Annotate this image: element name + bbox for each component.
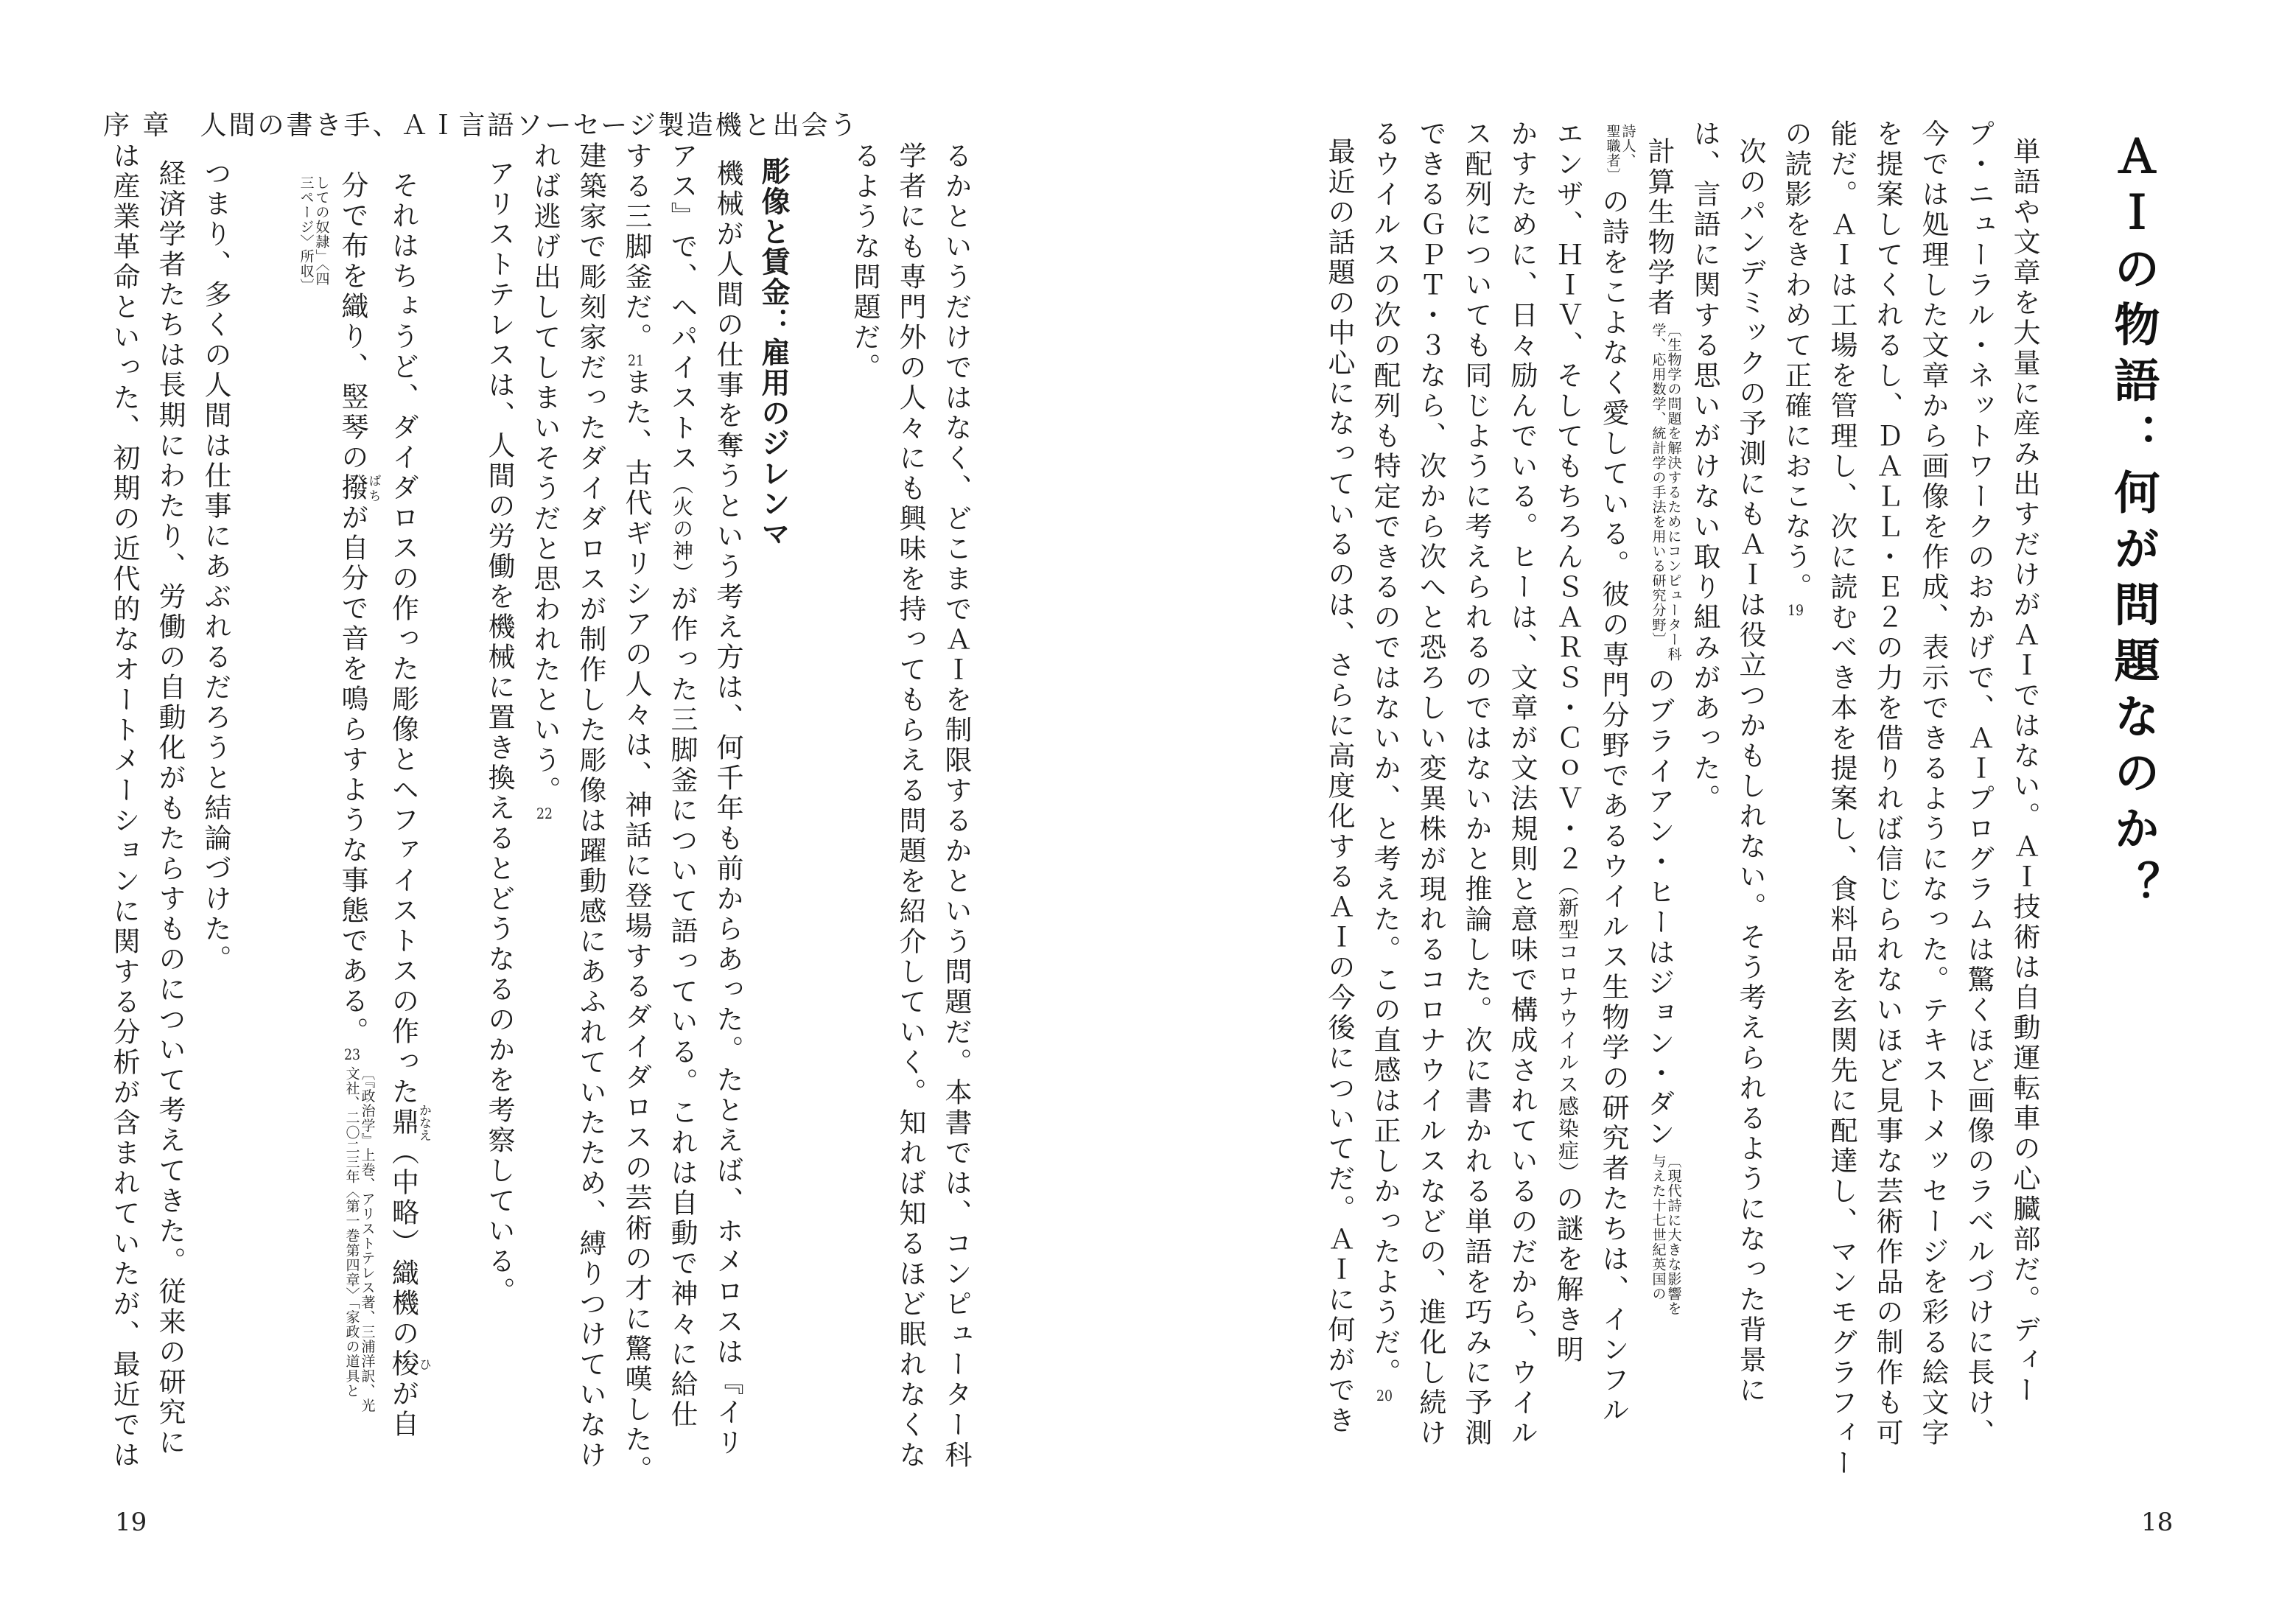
page-number-left: 19 (115, 1508, 147, 1537)
text-column: ス配列についても同じように考えられるのではないかと推論した。次に書かれる単語を巧みに予測 (1460, 119, 1492, 1449)
text-column: 能だ。ＡＩは工場を管理し、次に読むべき本を提案し、食料品を玄関先に配達し、マンモグラフィー (1826, 119, 1857, 1479)
right-page-text-body (1316, 119, 2047, 1519)
text-column: 次のパンデミックの予測にもＡＩは役立つかもしれない。そう考えられるようになった背景に (1734, 137, 1766, 1406)
text-column: できるＧＰＴ・３なら、次から次へと恐ろしい変異株が現れるコロナウイルスなどの、進化し続け (1415, 119, 1446, 1449)
text-column: 今では処理した文章から画像を作成、表示できるようになった。テキストメッセージを彩る絵文字 (1917, 119, 1949, 1449)
warichu-line: 三ページ〉所収〕 (298, 175, 315, 293)
text-column: する三脚釜だ。21また、古代ギリシアの人々は、神話に登場するダイダロスの芸術の才に驚嘆した。 (620, 141, 652, 1485)
text-column: を提案してくれるし、ＤＡＬＬ・Ｅ２の力を借りれば信じられないほど見事な芸術作品の制作も可 (1871, 119, 1903, 1449)
inline-gloss: （火の神） (670, 474, 694, 584)
text-column (284, 141, 329, 1556)
text-column: アス』で、ヘパイストス（火の神）が作った三脚釜について語っている。これは自動で神々に給仕 (666, 141, 698, 1430)
text-column: 分で布を織り、竪琴の撥ばちが自分で音を鳴らすような事態である。23 〔『政治学』上巻、アリストテレス著、三浦洋訳、光 文社、二〇二三年〈第一巻第四章〉「家政の道具と (337, 171, 381, 1413)
text-column: れば逃げ出してしまいそうだと思われたという。22 (529, 141, 561, 821)
text-column: 学者にも専門外の人々にも興味を持ってもらえる問題を紹介していく。知れば知るほど眠れなくな (894, 141, 926, 1471)
text-column: るような問題だ。 (849, 141, 880, 383)
column-gap (430, 141, 476, 1527)
warichu-line: 〔『政治学』上巻、アリストテレス著、三浦洋訳、光 (359, 1066, 376, 1413)
text-column: それはちょうど、ダイダロスの作った彫像とヘファイストスの作った鼎かなえ（中略）織機の梭ひが自 (387, 171, 431, 1440)
text-column: アリストテレスは、人間の労働を機械に置き換えるとどうなるのかを考察している。 (483, 159, 515, 1307)
ruby-term: 鼎かなえ (387, 1104, 431, 1141)
footnote-ref: 21 (628, 353, 644, 368)
warichu-line: 詩人、 (1620, 124, 1636, 168)
ruby-term: 梭ひ (387, 1349, 431, 1379)
text-column: つまり、多くの人間は仕事にあぶれるだろうと結論づけた。 (200, 159, 231, 975)
left-page-text-body (101, 141, 978, 1527)
warichu-note (344, 1066, 375, 1413)
inline-gloss: （新型コロナウイルス感染症） (1555, 875, 1580, 1184)
running-header: 序 章 人間の書き手、ＡＩ言語ソーセージ製造機と出会う (103, 111, 859, 141)
section-heading: 彫像と賃金：雇用のジレンマ (757, 156, 790, 549)
text-column: は、言語に関する思いがけない取り組みがあった。 (1689, 119, 1720, 814)
text-column: 単語や文章を大量に産み出すだけがＡＩではない。ＡＩ技術は自動運転車の心臓部だ。ディー (2009, 137, 2040, 1406)
text-column: プ・ニューラル・ネットワークのおかげで、ＡＩプログラムは驚くほど画像のラベルづけに長け、 (1963, 119, 1995, 1449)
footnote-ref: 22 (536, 806, 553, 821)
footnote-ref: 19 (1787, 603, 1804, 617)
warichu-note (1650, 323, 1681, 662)
warichu-line: しての奴隷」〈四 (313, 175, 330, 287)
page-18 (1145, 0, 2290, 1624)
warichu-line: 〔現代詩に大きな影響を (1665, 1154, 1682, 1316)
text-column: は産業革命といった、初期の近代的なオートメーションに関する分析が含まれていたが、最近では (108, 141, 140, 1471)
warichu-line: 学、応用数学、統計学の手法を用いる研究分野〕 (1650, 323, 1667, 647)
warichu-line: 文社、二〇二三年〈第一巻第四章〉「家政の道具と (343, 1066, 360, 1399)
text-column: の読影をきわめて正確におこなう。19 (1780, 119, 1812, 617)
text-column: 詩人、 聖職者〕 の詩をこよなく愛している。彼の専門分野であるウイルス生物学の研究者たちは、インフル (1597, 124, 1636, 1426)
warichu-line: 聖職者〕 (1604, 124, 1621, 183)
page-number-right: 18 (2141, 1508, 2174, 1537)
text-column: かすために、日々励んでいる。ヒーは、文章が文法規則と意味で構成されているのだから、ウイル (1506, 119, 1538, 1449)
text-column: 計算生物学者 〔生物学の問題を解決するためにコンピューター科 学、応用数学、統計学の手法を用いる研究分野〕 のブライアン・ヒーはジョン・ダン 〔現代詩に大きな影響を 与えた十七世紀英国の (1643, 137, 1682, 1316)
text-column: るウイルスの次の配列も特定できるのではないか、と考えた。この直感は正しかったようだ。20 (1369, 119, 1401, 1403)
warichu-line: 〔生物学の問題を解決するためにコンピューター科 (1665, 323, 1682, 662)
text-column: 建築家で彫刻家だったダイダロスが制作した彫像は躍動感にあふれていたため、縛りつけていなけ (575, 141, 606, 1471)
footnote-ref: 20 (1376, 1388, 1393, 1403)
text-column: 最近の話題の中心になっているのは、さらに高度化するＡＩの今後についてだ。ＡＩに何ができ (1323, 137, 1355, 1436)
footnote-ref: 23 (344, 1047, 360, 1062)
warichu-note (1650, 1154, 1681, 1316)
warichu-note (298, 175, 329, 293)
text-column: るかというだけではなく、どこまでＡＩを制限するかという問題だ。本書では、コンピューター科 (940, 141, 972, 1471)
chapter-title: ＡＩの物語：何が問題なのか？ (2107, 133, 2160, 917)
column-gap (238, 141, 284, 1527)
text-column: エンザ、ＨＩＶ、そしてもちろんＳＡＲＳ・ＣｏＶ・２（新型コロナウイルス感染症）の謎を解き明 (1552, 119, 1583, 1365)
text-column: 経済学者たちは長期にわたり、労働の自動化がもたらすものについて考えてきた。従来の研究に (154, 159, 186, 1458)
warichu-note (1605, 124, 1636, 183)
text-column: 機械が人間の仕事を奪うという考え方は、何千年も前からあった。たとえば、ホメロスは『イリ (712, 159, 743, 1458)
column-gap (796, 141, 841, 1527)
ruby-term: 撥ばち (337, 473, 381, 503)
warichu-line: 与えた十七世紀英国の (1650, 1154, 1667, 1301)
